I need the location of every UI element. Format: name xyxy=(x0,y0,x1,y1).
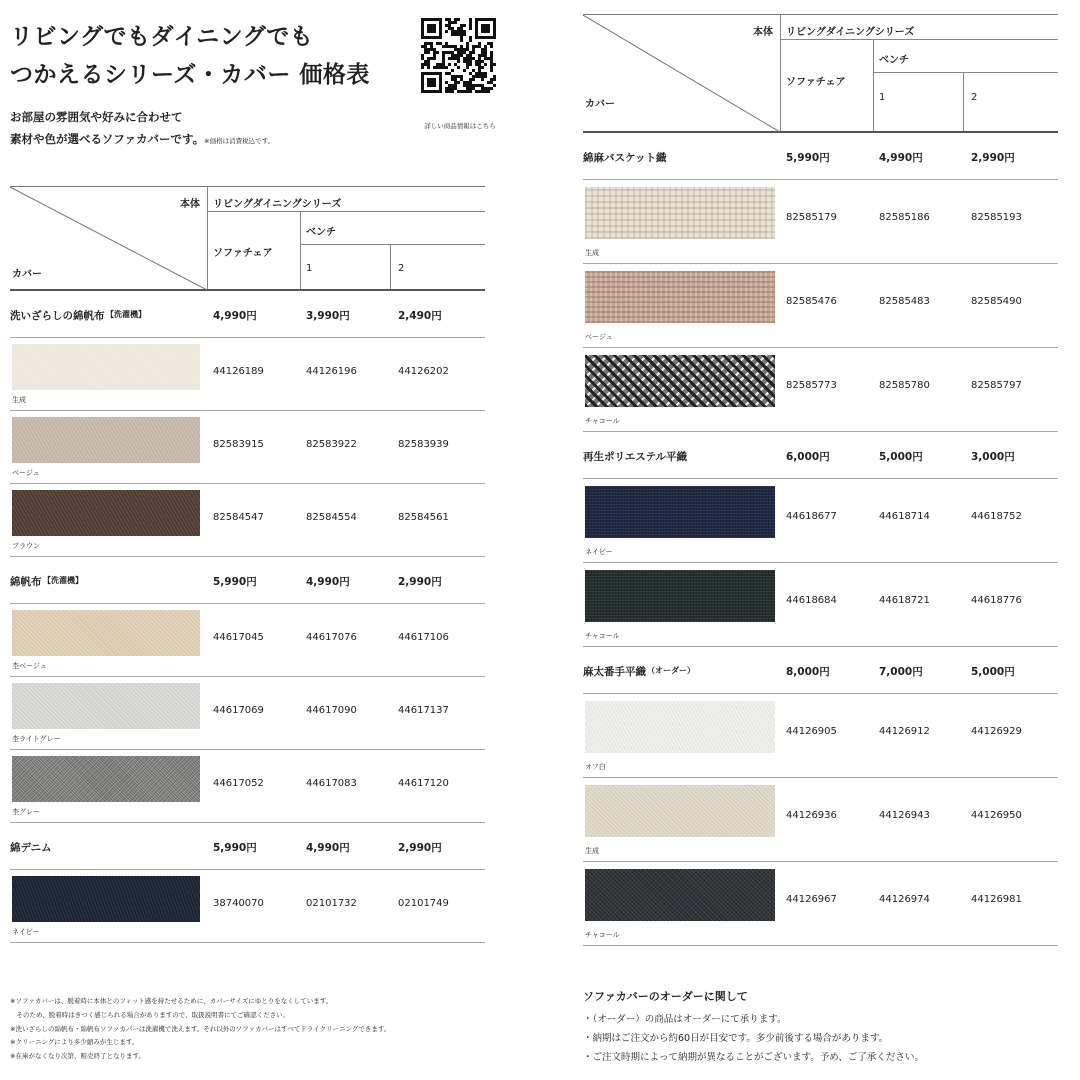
order-line: ・ご注文時期によって納期が異なることがございます。予め、ご了承ください。 xyxy=(583,1052,924,1063)
product-code: 38740070 xyxy=(213,898,264,909)
color-row xyxy=(10,750,485,823)
fabric-swatch xyxy=(12,344,200,390)
color-row xyxy=(10,677,485,750)
footnote: ※クリーニングにより多少縮みが生じます。 xyxy=(10,1038,139,1047)
fabric-swatch xyxy=(585,570,775,622)
footnotes xyxy=(10,995,390,1064)
material-name: 綿麻バスケット織 xyxy=(583,152,667,164)
fabric-swatch xyxy=(585,486,775,538)
product-code: 44126912 xyxy=(879,726,930,737)
product-code: 44126950 xyxy=(971,810,1022,821)
product-code: 82585773 xyxy=(786,380,837,391)
product-code: 44126905 xyxy=(786,726,837,737)
fabric-swatch xyxy=(585,785,775,837)
color-row xyxy=(10,604,485,677)
color-name: 生成 xyxy=(12,396,26,404)
product-code: 44126974 xyxy=(879,894,930,905)
lead-line-2: 素材や色が選べるソファカバーです。 xyxy=(10,132,205,146)
header-body-label: 本体 xyxy=(180,199,200,210)
header-series: リビングダイニングシリーズ xyxy=(786,27,915,38)
price: 5,000円 xyxy=(971,666,1015,678)
material-tag: （オーダー） xyxy=(647,666,695,675)
product-code: 44126929 xyxy=(971,726,1022,737)
color-name: オフ白 xyxy=(585,763,606,771)
order-heading: ソファカバーのオーダーに関して xyxy=(583,990,748,1003)
product-code: 82585193 xyxy=(971,212,1022,223)
product-code: 44617069 xyxy=(213,705,264,716)
material-name: 再生ポリエステル平織 xyxy=(583,451,688,463)
fabric-swatch xyxy=(12,683,200,729)
title-line-1: リビングでもダイニングでも xyxy=(10,24,314,50)
material-group-header xyxy=(583,432,1058,479)
color-row xyxy=(583,778,1058,862)
fabric-swatch xyxy=(12,417,200,463)
tax-note: ※価格は消費税込です。 xyxy=(204,137,275,145)
product-code: 44617045 xyxy=(213,632,264,643)
product-code: 82583922 xyxy=(306,439,357,450)
price: 5,990円 xyxy=(213,576,257,588)
fabric-swatch xyxy=(585,869,775,921)
product-code: 82585186 xyxy=(879,212,930,223)
product-code: 44618721 xyxy=(879,595,930,606)
price: 2,490円 xyxy=(398,310,442,322)
material-group-header xyxy=(10,823,485,870)
product-code: 44617090 xyxy=(306,705,357,716)
price: 4,990円 xyxy=(879,152,923,164)
fabric-swatch xyxy=(585,355,775,407)
price: 5,990円 xyxy=(213,842,257,854)
footnote: ※ソファカバーは、脱着時に本体とのフィット感を持たせるために、カバーサイズにゆとりをなくしています。 xyxy=(10,997,333,1005)
header-bench: ベンチ xyxy=(879,55,909,66)
color-row xyxy=(10,411,485,484)
color-row xyxy=(583,479,1058,563)
color-name: 杢グレー xyxy=(12,808,40,816)
fabric-swatch xyxy=(12,876,200,922)
product-code: 82585797 xyxy=(971,380,1022,391)
material-name: 麻太番手平織 xyxy=(583,666,646,678)
color-row xyxy=(10,870,485,943)
product-code: 82585179 xyxy=(786,212,837,223)
price: 4,990円 xyxy=(213,310,257,322)
header-body-label: 本体 xyxy=(753,27,773,38)
color-row xyxy=(583,348,1058,432)
color-name: チャコール xyxy=(585,931,620,939)
color-name: ネイビー xyxy=(585,548,613,556)
footnote: ※在庫がなくなり次第、販売終了となります。 xyxy=(10,1052,145,1061)
material-group-header xyxy=(10,291,485,338)
price: 2,990円 xyxy=(398,576,442,588)
product-code: 44617106 xyxy=(398,632,449,643)
header-bench-2: 2 xyxy=(971,92,978,103)
product-code: 82583915 xyxy=(213,439,264,450)
color-row xyxy=(583,264,1058,348)
color-name: 生成 xyxy=(585,249,599,257)
product-code: 44617052 xyxy=(213,778,264,789)
fabric-swatch xyxy=(585,701,775,753)
color-row xyxy=(10,338,485,411)
order-line: ・（オーダー）の商品はオーダーにて承ります。 xyxy=(583,1014,787,1025)
product-code: 44126202 xyxy=(398,366,449,377)
price: 4,990円 xyxy=(306,576,350,588)
lead-text xyxy=(10,106,274,152)
color-name: ベージュ xyxy=(585,333,613,341)
product-code: 44617120 xyxy=(398,778,449,789)
qr-code[interactable] xyxy=(421,18,496,93)
price: 2,990円 xyxy=(971,152,1015,164)
header-series: リビングダイニングシリーズ xyxy=(213,199,342,210)
product-code: 44617083 xyxy=(306,778,357,789)
material-group-header xyxy=(583,133,1058,180)
fabric-swatch xyxy=(12,756,200,802)
table-header-left xyxy=(10,186,485,291)
header-bench: ベンチ xyxy=(306,227,336,238)
product-code: 44126936 xyxy=(786,810,837,821)
fabric-swatch xyxy=(12,610,200,656)
price: 2,990円 xyxy=(398,842,442,854)
diagonal-divider xyxy=(583,15,780,132)
color-name: チャコール xyxy=(585,632,620,640)
color-row xyxy=(583,180,1058,264)
material-name: 綿デニム xyxy=(10,842,52,854)
price: 7,000円 xyxy=(879,666,923,678)
material-name: 綿帆布 xyxy=(10,576,42,588)
product-code: 82585490 xyxy=(971,296,1022,307)
product-code: 82584554 xyxy=(306,512,357,523)
header-bench-1: 1 xyxy=(306,263,313,274)
title-line-2: つかえるシリーズ・カバー 価格表 xyxy=(10,62,370,88)
product-code: 44618752 xyxy=(971,511,1022,522)
price: 5,000円 xyxy=(879,451,923,463)
product-code: 44126196 xyxy=(306,366,357,377)
color-name: ネイビー xyxy=(12,928,40,936)
material-tag: 【洗濯機】 xyxy=(106,310,146,319)
product-code: 44126967 xyxy=(786,894,837,905)
footnote: そのため、脱着時はきつく感じられる場合がありますので、取扱説明書にてご確認ください。 xyxy=(10,1010,290,1019)
color-name: ベージュ xyxy=(12,469,40,477)
header-bench-2: 2 xyxy=(398,263,405,274)
color-name: チャコール xyxy=(585,417,620,425)
header-cover-label: カバー xyxy=(585,99,615,110)
product-code: 44618677 xyxy=(786,511,837,522)
price: 3,000円 xyxy=(971,451,1015,463)
material-group-header xyxy=(10,557,485,604)
price: 8,000円 xyxy=(786,666,830,678)
order-info xyxy=(583,988,924,1067)
fabric-swatch xyxy=(12,490,200,536)
price: 6,000円 xyxy=(786,451,830,463)
product-code: 44618776 xyxy=(971,595,1022,606)
product-code: 82584561 xyxy=(398,512,449,523)
price: 5,990円 xyxy=(786,152,830,164)
header-cover-label: カバー xyxy=(12,269,42,280)
material-group-header xyxy=(583,647,1058,694)
color-name: ブラウン xyxy=(12,542,40,550)
fabric-swatch xyxy=(585,271,775,323)
page-title xyxy=(10,18,370,94)
order-line: ・納期はご注文から約60日が目安です。多少前後する場合があります。 xyxy=(583,1033,889,1044)
product-code: 44617076 xyxy=(306,632,357,643)
qr-caption: 詳しい商品情報はこちら xyxy=(424,122,496,130)
product-code: 44618684 xyxy=(786,595,837,606)
material-name: 洗いざらしの綿帆布 xyxy=(10,310,105,322)
color-row xyxy=(10,484,485,557)
product-code: 44618714 xyxy=(879,511,930,522)
product-code: 02101732 xyxy=(306,898,357,909)
product-code: 02101749 xyxy=(398,898,449,909)
product-code: 44617137 xyxy=(398,705,449,716)
header-sofa-chair: ソファチェア xyxy=(213,248,273,259)
product-code: 44126189 xyxy=(213,366,264,377)
product-code: 82585483 xyxy=(879,296,930,307)
product-code: 44126981 xyxy=(971,894,1022,905)
product-code: 82585780 xyxy=(879,380,930,391)
product-code: 82583939 xyxy=(398,439,449,450)
product-code: 82584547 xyxy=(213,512,264,523)
header-bench-1: 1 xyxy=(879,92,886,103)
product-code: 44126943 xyxy=(879,810,930,821)
fabric-swatch xyxy=(585,187,775,239)
color-name: 杢ライトグレー xyxy=(12,735,61,743)
color-name: 生成 xyxy=(585,847,599,855)
color-row xyxy=(583,563,1058,647)
price: 3,990円 xyxy=(306,310,350,322)
color-row xyxy=(583,694,1058,778)
footnote: ※洗いざらしの綿帆布・綿帆布ソファカバーは洗濯機で洗えます。それ以外のソファカバーはすべてドライクリーニングできます。 xyxy=(10,1024,391,1033)
material-tag: 【洗濯機】 xyxy=(43,576,83,585)
color-name: 杢ベージュ xyxy=(12,662,47,670)
product-code: 82585476 xyxy=(786,296,837,307)
lead-line-1: お部屋の雰囲気や好みに合わせて xyxy=(10,110,183,124)
color-row xyxy=(583,862,1058,946)
header-sofa-chair: ソファチェア xyxy=(786,77,846,88)
price: 4,990円 xyxy=(306,842,350,854)
table-header-right xyxy=(583,14,1058,133)
